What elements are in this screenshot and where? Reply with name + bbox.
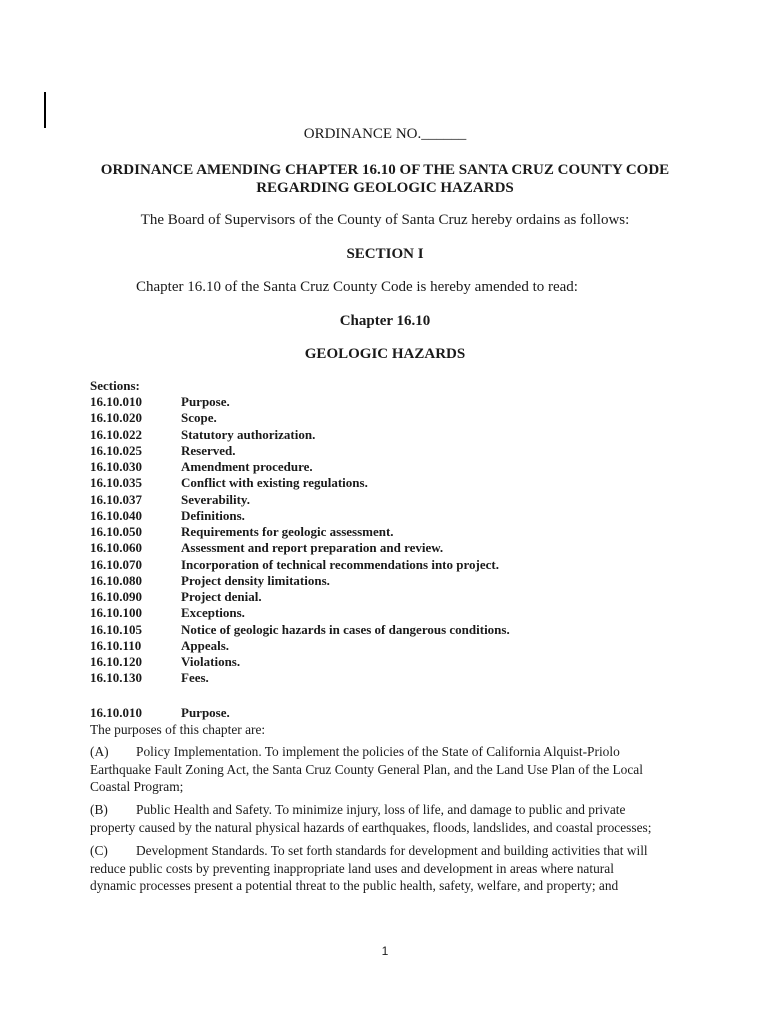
toc-section-number: 16.10.010 [90, 394, 142, 410]
toc-section-title: Incorporation of technical recommendations into project. [181, 556, 499, 572]
paragraph-label: (A) [90, 744, 109, 759]
toc-section-title: Purpose. [181, 394, 230, 410]
toc-row [90, 524, 510, 540]
paragraph-label: (B) [90, 802, 108, 817]
toc-row [90, 573, 510, 589]
toc-row [90, 459, 510, 475]
toc-section-title: Reserved. [181, 442, 236, 458]
toc-section-title: Project density limitations. [181, 572, 330, 588]
section-heading: SECTION I [346, 246, 424, 262]
purpose-paragraph-b [90, 801, 680, 836]
toc-row [90, 508, 510, 524]
toc-row [90, 605, 510, 621]
paragraph-line: dynamic processes present a potential threat to the public health, safety, welfare, and property; and [90, 878, 619, 893]
purpose-paragraph-c [90, 842, 680, 895]
toc-section-number: 16.10.030 [90, 459, 142, 475]
toc-section-title: Project denial. [181, 589, 262, 605]
toc-row [90, 540, 510, 556]
toc-section-title: Appeals. [181, 637, 230, 653]
toc-section-title: Fees. [181, 670, 209, 686]
toc-section-title: Violations. [181, 654, 241, 670]
toc-section-number: 16.10.070 [90, 556, 142, 572]
paragraph-line: reduce public costs by preventing inappropriate land uses and development in areas where natural [90, 860, 614, 876]
toc-section-title: Statutory authorization. [181, 426, 316, 442]
toc-section-title: Notice of geologic hazards in cases of dangerous conditions. [181, 621, 510, 637]
paragraph-line: Earthquake Fault Zoning Act, the Santa Cruz County General Plan, and the Land Use Plan of the Local [90, 761, 643, 777]
purpose-paragraph-a [90, 743, 680, 796]
paragraph-line: property caused by the natural physical hazards of earthquakes, floods, landslides, and coastal processes; [90, 819, 652, 835]
paragraph-line: Development Standards. To set forth standards for development and building activities that will [136, 843, 648, 858]
toc-section-number: 16.10.037 [90, 491, 142, 507]
toc-row [90, 670, 510, 686]
toc-section-number: 16.10.050 [90, 524, 142, 540]
toc-section-number: 16.10.120 [90, 654, 142, 670]
chapter-title: GEOLOGIC HAZARDS [304, 346, 466, 362]
toc-row [90, 589, 510, 605]
toc-section-number: 16.10.020 [90, 410, 142, 426]
title-line-2: REGARDING GEOLOGIC HAZARDS [256, 180, 514, 196]
title-line-1: ORDINANCE AMENDING CHAPTER 16.10 OF THE SANTA CRUZ COUNTY CODE [100, 162, 670, 178]
toc-section-number: 16.10.090 [90, 589, 142, 605]
toc-section-title: Assessment and report preparation and review. [181, 540, 444, 556]
toc-row [90, 557, 510, 573]
purpose-heading [90, 705, 230, 721]
toc-section-title: Scope. [181, 410, 217, 426]
toc-section-number: 16.10.130 [90, 670, 142, 686]
ordains-statement: The Board of Supervisors of the County of Santa Cruz hereby ordains as follows: [140, 212, 630, 228]
paragraph-line: Public Health and Safety. To minimize injury, loss of life, and damage to public and private [136, 802, 626, 817]
toc-section-number: 16.10.060 [90, 540, 142, 556]
toc-section-title: Amendment procedure. [181, 459, 313, 475]
paragraph-line: Policy Implementation. To implement the policies of the State of California Alquist-Priolo [136, 744, 620, 759]
toc-section-number: 16.10.080 [90, 572, 142, 588]
toc-section-number: 16.10.025 [90, 442, 142, 458]
revision-change-bar [44, 92, 46, 128]
toc-row [90, 492, 510, 508]
paragraph-label: (C) [90, 843, 108, 858]
toc-row [90, 394, 510, 410]
sections-heading: Sections: [90, 378, 140, 393]
toc-section-number: 16.10.040 [90, 507, 142, 523]
toc-section-number: 16.10.022 [90, 426, 142, 442]
amend-statement: Chapter 16.10 of the Santa Cruz County Code is hereby amended to read: [136, 279, 578, 295]
toc-section-title: Exceptions. [181, 605, 245, 621]
toc-row [90, 475, 510, 491]
toc-row [90, 443, 510, 459]
toc-row [90, 638, 510, 654]
toc-row [90, 622, 510, 638]
toc-section-number: 16.10.100 [90, 605, 142, 621]
page-number: 1 [381, 944, 389, 958]
toc-row [90, 427, 510, 443]
purpose-section-title: Purpose. [181, 705, 230, 720]
toc-section-number: 16.10.035 [90, 475, 142, 491]
paragraph-line: Coastal Program; [90, 779, 184, 794]
purpose-section-number: 16.10.010 [90, 705, 142, 720]
ordinance-title [0, 161, 770, 197]
toc-row [90, 410, 510, 426]
toc-section-title: Severability. [181, 491, 250, 507]
toc-section-title: Conflict with existing regulations. [181, 475, 368, 491]
toc-section-title: Requirements for geologic assessment. [181, 524, 394, 540]
purpose-intro: The purposes of this chapter are: [90, 722, 266, 737]
toc-section-title: Definitions. [181, 507, 245, 523]
ordinance-number: ORDINANCE NO.______ [303, 126, 467, 142]
toc-section-number: 16.10.110 [90, 637, 142, 653]
toc-row [90, 654, 510, 670]
chapter-heading: Chapter 16.10 [339, 313, 431, 329]
sections-list [90, 378, 510, 687]
toc-section-number: 16.10.105 [90, 621, 142, 637]
